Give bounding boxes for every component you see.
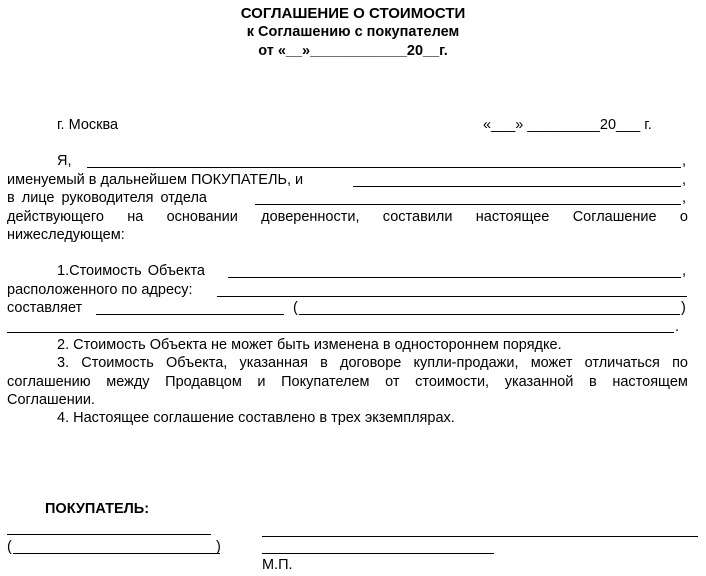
- following-label: нижеследующем:: [7, 227, 125, 243]
- object-blank: [228, 277, 681, 278]
- agreement-date: «___» _________20___ г.: [483, 117, 652, 133]
- acting-line: действующего на основании доверенности, составили настоящее Соглашение о: [7, 209, 688, 225]
- period: .: [675, 319, 680, 335]
- manager-name-blank: [255, 204, 681, 205]
- address-label: расположенного по адресу:: [7, 282, 193, 298]
- document-date-line: от «__»____________20__г.: [258, 43, 448, 59]
- comma: ,: [682, 263, 687, 279]
- amount-label: составляет: [7, 300, 83, 316]
- open-paren: (: [7, 539, 12, 555]
- document-subtitle: к Соглашению с покупателем: [246, 24, 460, 40]
- document-title: СОГЛАШЕНИЕ О СТОИМОСТИ: [240, 5, 466, 22]
- open-paren: (: [293, 300, 298, 316]
- buyer-label: именуемый в дальнейшем ПОКУПАТЕЛЬ, и: [7, 172, 304, 188]
- item-3-line-1: 3. Стоимость Объекта, указанная в договоре купли-продажи, может отличаться по: [57, 355, 688, 371]
- ya-label: Я,: [57, 153, 72, 169]
- manager-label: в лице руководителя отдела: [7, 190, 207, 206]
- comma: ,: [682, 172, 687, 188]
- close-paren: ): [681, 300, 686, 316]
- item-3-end: Соглашении.: [7, 392, 95, 408]
- amount-words-continued-blank: [7, 332, 674, 333]
- item-3-line-2: соглашению между Продавцом и Покупателем от стоимости, указанной в настоящем: [7, 374, 688, 390]
- seller-name-blank: [353, 186, 681, 187]
- buyer-name-blank: [87, 167, 681, 168]
- buyer-name-print-blank: [13, 553, 220, 554]
- buyer-signature-blank: [7, 534, 211, 535]
- close-paren: ): [216, 539, 221, 555]
- item-2: 2. Стоимость Объекта не может быть изменена в одностороннем порядке.: [57, 337, 562, 353]
- item-4: 4. Настоящее соглашение составлено в трех экземплярах.: [57, 410, 455, 426]
- city: г. Москва: [57, 117, 119, 133]
- comma: ,: [682, 190, 687, 206]
- stamp-label: М.П.: [262, 557, 293, 573]
- amount-number-blank: [96, 314, 284, 315]
- address-blank: [217, 296, 687, 297]
- comma: ,: [682, 153, 687, 169]
- seller-name-print-blank: [262, 553, 494, 554]
- seller-signature-blank: [262, 536, 698, 537]
- cost-label: 1.Стоимость Объекта: [57, 263, 205, 279]
- buyer-signature-title: ПОКУПАТЕЛЬ:: [45, 501, 150, 517]
- amount-words-blank: [299, 314, 680, 315]
